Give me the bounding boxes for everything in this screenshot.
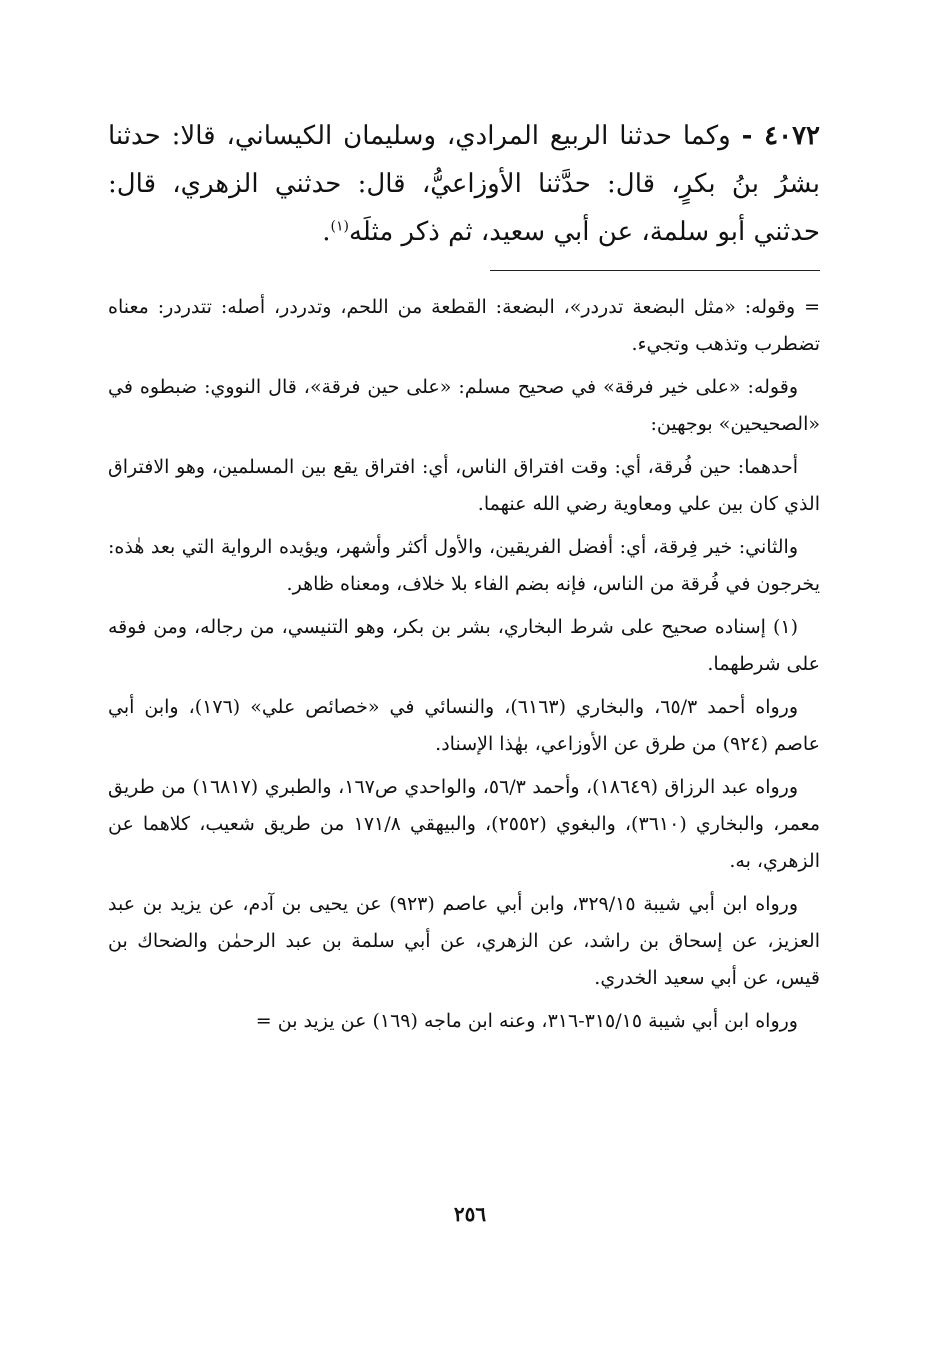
page-body [108,112,820,1046]
footnote-1: (١) إسناده صحيح على شرط البخاري، بشر بن بكر، وهو التنيسي، من رجاله، ومن فوقه على شرطهما. [108,616,820,675]
footnote-paragraph: أحدهما: حين فُرقة، أي: وقت افتراق الناس، أي: افتراق يقع بين المسلمين، وهو الافتراق الذي كان بين علي ومعاوية رضي الله عنهما. [108,456,820,515]
page-number: ٢٥٦ [453,1202,487,1226]
footnote-paragraph: ورواه ابن أبي شيبة ٣١٥/١٥-٣١٦، وعنه ابن ماجه (١٦٩) عن يزيد بن = [255,1010,798,1032]
hadith-number: ٤٠٧٢ - [741,121,821,151]
footnote-paragraph: والثاني: خير فِرقة، أي: أفضل الفريقين، والأول أكثر وأشهر، ويؤيده الرواية التي بعد هٰذه: يخرجون في فُرقة من الناس، فإنه بضم الفاء بلا خلاف، ومعناه ظاهر. [108,536,820,595]
footnote-paragraph: ورواه ابن أبي شيبة ٣٢٩/١٥، وابن أبي عاصم (٩٢٣) عن يحيى بن آدم، عن يزيد بن عبد العزيز، عن إسحاق بن راشد، عن الزهري، عن أبي سلمة بن عبد الرحمٰن والضحاك بن قيس، عن أبي سعيد الخدري. [108,893,820,989]
footnote-reference[interactable]: (١) [330,218,349,235]
footnote-paragraph: ورواه أحمد ٦٥/٣، والبخاري (٦١٦٣)، والنسائي في «خصائص علي» (١٧٦)، وابن أبي عاصم (٩٢٤) من طرق عن الأوزاعي، بهٰذا الإسناد. [108,696,820,755]
footnote-paragraph: ورواه عبد الرزاق (١٨٦٤٩)، وأحمد ٥٦/٣، والواحدي ص١٦٧، والطبري (١٦٨١٧) من طريق معمر، والبخاري (٣٦١٠)، والبغوي (٢٥٥٢)، والبيهقي ١٧١/٨ من طريق شعيب، كلاهما عن الزهري، به. [108,776,821,872]
hadith-end: . [322,217,331,247]
footnote-continuation: = وقوله: «مثل البضعة تدردر»، البضعة: القطعة من اللحم، وتدردر، أصله: تتدردر: معناه تضطرب وتذهب وتجيء. [108,296,820,355]
footnote-divider [490,270,820,271]
footnote-paragraph: وقوله: «على خير فرقة» في صحيح مسلم: «على حين فرقة»، قال النووي: ضبطوه في «الصحيحين» بوجهين: [108,376,820,435]
hadith-paragraph [108,112,820,256]
hadith-text: وكما حدثنا الربيع المرادي، وسليمان الكيساني، قالا: حدثنا بشرُ بنُ بكرٍ، قال: حدَّثنا الأوزاعيُّ، قال: حدثني الزهري، قال: حدثني أبو سلمة، عن أبي سعيد، ثم ذكر مثلَه [108,121,820,247]
